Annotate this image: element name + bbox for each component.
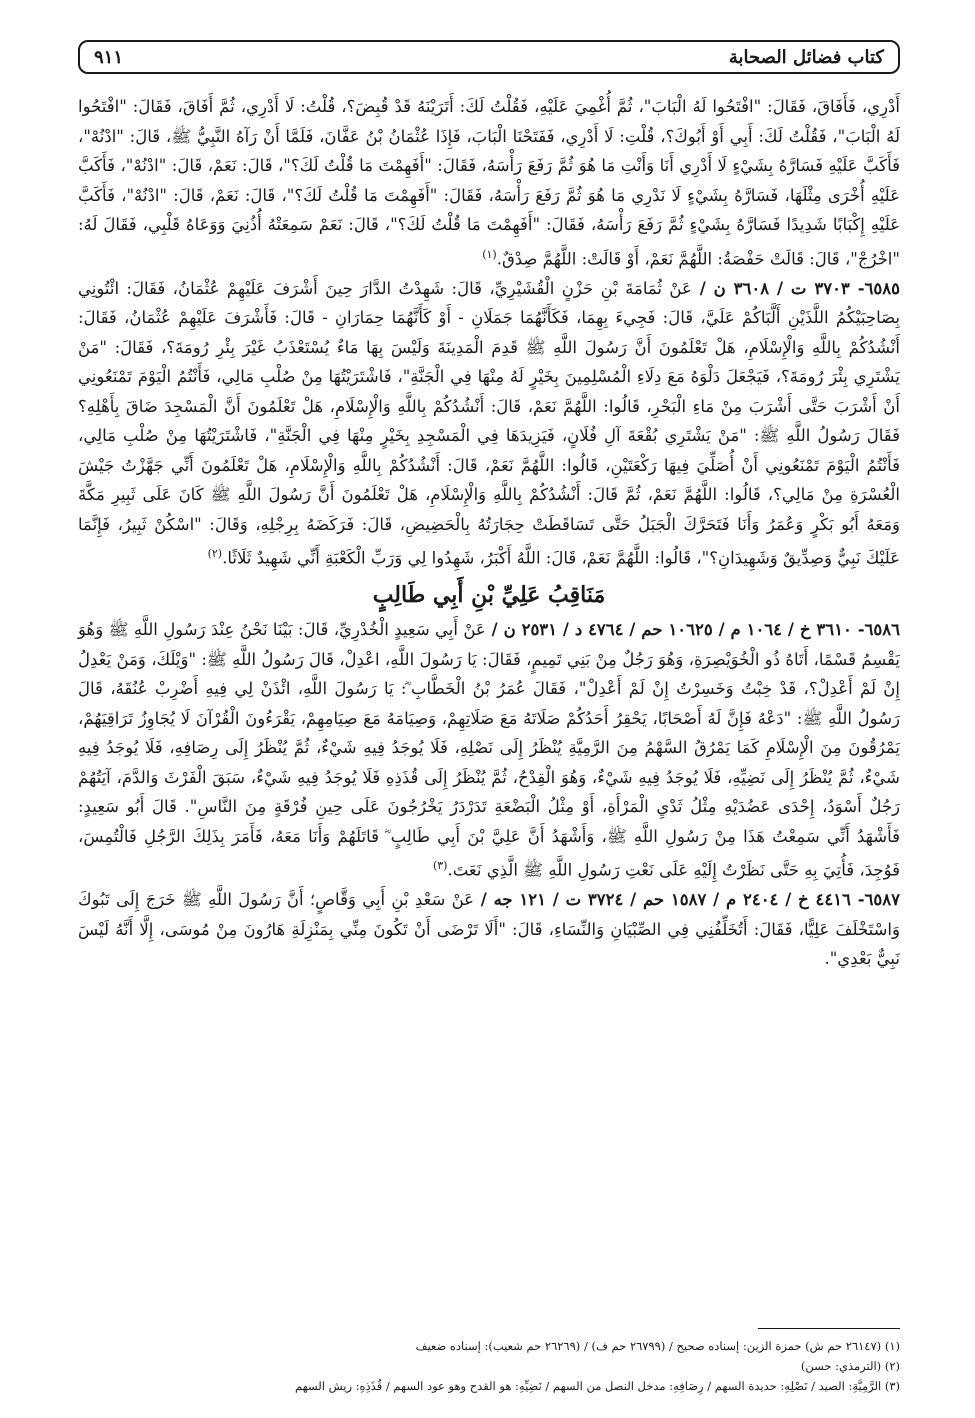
paragraph-text: عَنْ أَبِي سَعِيدٍ الْخُدْرِيِّ، قَالَ: بَيْنَا نَحْنُ عِنْدَ رَسُولِ اللَّهِ ﷺ وَهُوَ يَقْسِمُ قَسْمًا، أَتَاهُ ذُو الْخُوَيْصِرَةِ، وَهُوَ رَجُلٌ مِنْ بَنِي تَمِيمٍ، فَقَالَ: يَا رَسُولَ اللَّهِ، اعْدِلْ، قَالَ رَسُولُ اللَّهِ ﷺ: "وَيْلَكَ، وَمَنْ يَعْدِلُ إِنْ لَمْ أَعْدِلْ؟، قَدْ خِبْتُ وَخَسِرْتُ إِنْ لَمْ أَعْدِلْ"، فَقَالَ عُمَرُ بْنُ الْخَطَّابِ ؓ: يَا رَسُولَ اللَّهِ، ائْذَنْ لِي فِيهِ أَضْرِبْ عُنُقَهُ، قَالَ رَسُولُ اللَّهِ ﷺ: "دَعْهُ فَإِنَّ لَهُ أَصْحَابًا، يَحْقِرُ أَحَدُكُمْ صَلَاتَهُ مَعَ صَلَاتِهِمْ، وَصِيَامَهُ مَعَ صِيَامِهِمْ، يَقْرَءُونَ الْقُرْآنَ لَا يُجَاوِزُ تَرَاقِيَهُمْ، يَمْرُقُونَ مِنَ الْإِسْلَامِ كَمَا يَمْرُقُ السَّهْمُ مِنَ الرَّمِيَّةِ يُنْظَرُ إِلَى نَصْلِهِ، فَلَا يُوجَدُ فِيهِ شَيْءٌ، ثُمَّ يُنْظَرُ إِلَى رِصَافِهِ، فَلَا يُوجَدُ فِيهِ شَيْءٌ، ثُمَّ يُنْظَرُ إِلَى نَضِيِّهِ، فَلَا يُوجَدُ فِيهِ شَيْءٌ، وَهُوَ الْقِدْحُ، ثُمَّ يُنْظَرُ إِلَى قُذَذِهِ فَلَا يُوجَدُ فِيهِ شَيْءٌ، سَبَقَ الْفَرْثَ وَالدَّمَ، آيَتُهُمْ رَجُلٌ أَسْوَدُ، إِحْدَى عَضُدَيْهِ مِثْلُ ثَدْيِ الْمَرْأَةِ، أَوْ مِثْلُ الْبَضْعَةِ تَدَرْدَرُ يَخْرُجُونَ عَلَى حِينِ فُرْقَةٍ مِنَ النَّاسِ". قَالَ أَبُو سَعِيدٍ: فَأَشْهَدُ أَنِّي سَمِعْتُ هَذَا مِنْ رَسُولِ اللَّهِ ﷺ، وَأَشْهَدُ أَنَّ عَلِيَّ بْنَ أَبِي طَالِبٍ ؓ قَاتَلَهُمْ وَأَنَا مَعَهُ، فَأَمَرَ بِذَلِكَ الرَّجُلِ فَالْتُمِسَ، فَوُجِدَ، فَأُتِيَ بِهِ حَتَّى نَظَرْتُ إِلَيْهِ عَلَى نَعْتِ رَسُولِ اللَّهِ ﷺ الَّذِي نَعَتَ. [78,620,900,880]
hadith-number: ٦٥٨٦- ٣٦١٠ خ / ١٠٦٤ م / ١٠٦٢٥ حم / ٤٧٦٤ د / ٢٥٣١ ن / [485,620,900,639]
book-title: كتاب فضائل الصحابة [728,46,884,68]
footnote-ref: (٢) [207,547,223,560]
book-page [78,40,900,1393]
footnote-1: (١) (٢٦١٤٧ حم ش) حمزة الزين: إسناده صحيح / (٢٦٧٩٩ حم ف) / (٢٦٢٦٩ حم شعيب): إسناده ضعيف [415,1339,900,1353]
page-header [78,40,900,74]
section-title: مَنَاقِبُ عَلِيِّ بْنِ أَبِي طَالِبٍ [372,582,606,608]
paragraph-text: عَنْ سَعْدِ بْنِ أَبِي وَقَّاصٍ؛ أَنَّ رَسُولَ اللَّهِ ﷺ خَرَجَ إِلَى تَبُوكَ وَاسْتَخْلَفَ عَلِيًّا، فَقَالَ: أَتُخَلِّفُنِي فِي الصِّبْيَانِ وَالنِّسَاءِ، قَالَ: "أَلَا تَرْضَى أَنْ تَكُونَ مِنِّي بِمَنْزِلَةِ هَارُونَ مِنْ مُوسَى، إِلَّا أَنَّهُ لَيْسَ نَبِيٌّ بَعْدِي". [78,890,900,968]
hadith-6586 [78,615,900,885]
footnotes [78,1336,900,1396]
paragraph-text: عَنْ ثُمَامَةَ بْنِ حَزْنٍ الْقُشَيْرِيِّ، قَالَ: شَهِدْتُ الدَّارَ حِينَ أَشْرَفَ عَلَيْهِمْ عُثْمَانُ، فَقَالَ: ائْتُونِي بِصَاحِبَيْكُمُ اللَّذَيْنِ أَلَّبَاكُمْ عَلَيَّ، قَالَ: فَجِيءَ بِهِمَا، فَكَأَنَّهُمَا جَمَلَانِ - أَوْ كَأَنَّهُمَا حِمَارَانِ - قَالَ: فَأَشْرَفَ عَلَيْهِمْ عُثْمَانُ، فَقَالَ: أَنْشُدُكُمْ بِاللَّهِ وَالْإِسْلَامِ، هَلْ تَعْلَمُونَ أَنَّ رَسُولَ اللَّهِ ﷺ قَدِمَ الْمَدِينَةَ وَلَيْسَ بِهَا مَاءٌ يُسْتَعْذَبُ غَيْرَ بِئْرِ رُومَةَ؟، فَقَالَ: "مَنْ يَشْتَرِي بِئْرَ رُومَةَ؟، فَيَجْعَلَ دَلْوَهُ مَعَ دِلَاءِ الْمُسْلِمِينَ بِخَيْرٍ لَهُ مِنْهَا فِي الْجَنَّةِ"، فَاشْتَرَيْتُهَا مِنْ صُلْبِ مَالِي، فَأَنْتُمُ الْيَوْمَ تَمْنَعُونِي أَنْ أَشْرَبَ حَتَّى أَشْرَبَ مِنْ مَاءِ الْبَحْرِ، قَالُوا: اللَّهُمَّ نَعَمْ، قَالَ: أَنْشُدُكُمْ بِاللَّهِ وَالْإِسْلَامِ، هَلْ تَعْلَمُونَ أَنَّ الْمَسْجِدَ ضَاقَ بِأَهْلِهِ؟ فَقَالَ رَسُولُ اللَّهِ ﷺ: "مَنْ يَشْتَرِي بُقْعَةَ آلِ فُلَانٍ، فَيَزِيدَهَا فِي الْمَسْجِدِ بِخَيْرٍ مِنْهَا فِي الْجَنَّةِ"، فَاشْتَرَيْتُهَا مِنْ صُلْبِ مَالِي، فَأَنْتُمُ الْيَوْمَ تَمْنَعُونِي أَنْ أُصَلِّيَ فِيهَا رَكْعَتَيْنِ، قَالُوا: اللَّهُمَّ نَعَمْ، قَالَ: أَنْشُدُكُمْ بِاللَّهِ وَالْإِسْلَامِ، هَلْ تَعْلَمُونَ أَنِّي جَهَّزْتُ جَيْشَ الْعُسْرَةِ مِنْ مَالِي؟، قَالُوا: اللَّهُمَّ نَعَمْ، ثُمَّ قَالَ: أَنْشُدُكُمْ بِاللَّهِ وَالْإِسْلَامِ، هَلْ تَعْلَمُونَ أَنَّ رَسُولَ اللَّهِ ﷺ كَانَ عَلَى ثَبِيرِ مَكَّةَ وَمَعَهُ أَبُو بَكْرٍ وَعُمَرُ وَأَنَا فَتَحَرَّكَ الْجَبَلُ حَتَّى تَسَاقَطَتْ حِجَارَتُهُ بِالْحَضِيضِ، قَالَ: فَرَكَضَهُ بِرِجْلِهِ، وَقَالَ: "اسْكُنْ ثَبِيرُ، فَإِنَّمَا عَلَيْكَ نَبِيٌّ وَصِدِّيقٌ وَشَهِيدَانِ؟"، قَالُوا: اللَّهُمَّ نَعَمْ، قَالَ: اللَّهُ أَكْبَرُ، شَهِدُوا لِي وَرَبِّ الْكَعْبَةِ أَنِّي شَهِيدٌ ثَلَاثًا. [78,278,900,568]
paragraph-text: أَدْرِي، فَأَفَاقَ، فَقَالَ: "افْتَحُوا لَهُ الْبَابَ"، ثُمَّ أُغْمِيَ عَلَيْهِ، فَقُلْتُ لَكَ: أَتَرَيْنَهُ قَدْ قُبِضَ؟، قُلْتُ: لَا أَدْرِي، ثُمَّ أَفَاقَ، فَقَالَ: "افْتَحُوا لَهُ الْبَابَ"، فَقُلْتُ لَكَ: أَبِي أَوْ أَبُوكَ؟، قُلْتِ: لَا أَدْرِي، فَفَتَحْنَا الْبَابَ، فَإِذَا عُثْمَانُ بْنُ عَفَّانَ، فَلَمَّا أَنْ رَآهُ النَّبِيُّ ﷺ، قَالَ: "ادْنُهْ"، فَأَكَبَّ عَلَيْهِ فَسَارَّهُ بِشَيْءٍ لَا أَدْرِي أَنَا وَأَنْتِ مَا هُوَ ثُمَّ رَفَعَ رَأْسَهُ، فَقَالَ: "أَفَهِمْتَ مَا قُلْتُ لَكَ؟"، قَالَ: نَعَمْ، قَالَ: "ادْنُهْ"، فَأَكَبَّ عَلَيْهِ أُخْرَى مِثْلَهَا، فَسَارَّهُ بِشَيْءٍ لَا نَدْرِي مَا هُوَ ثُمَّ رَفَعَ رَأْسَهُ، فَقَالَ: "أَفَهِمْتَ مَا قُلْتُ لَكَ؟"، قَالَ: نَعَمْ، قَالَ: "ادْنُهْ"، فَأَكَبَّ عَلَيْهِ إِكْبَابًا شَدِيدًا فَسَارَّهُ بِشَيْءٍ ثُمَّ رَفَعَ رَأْسَهُ، فَقَالَ: "أَفَهِمْتَ مَا قُلْتُ لَكَ؟"، قَالَ: نَعَمْ سَمِعَتْهُ أُذُنِيَ وَوَعَاهُ قَلْبِي، فَقَالَ لَهُ: "اخْرُجْ"، قَالَ: قَالَتْ حَفْصَةُ: اللَّهُمَّ نَعَمْ، أَوْ قَالَتْ: اللَّهُمَّ صِدْقٌ. [78,97,900,268]
footnote-ref: (٣) [432,859,448,872]
page-number: ٩١١ [94,46,124,68]
hadith-6587 [78,885,900,974]
hadith-6585 [78,274,900,574]
footnote-divider [758,1328,900,1329]
footnote-2: (٢) (الترمذي: حسن) [800,1359,900,1373]
footnote-3: (٣) الرَّمِيَّةِ: الصيد / نَصْلِهِ: حديدة السهم / رِصَافِهِ: مدخل النصل من السهم / نَضِيِّهِ: هو القدح وهو عود السهم / قُذَذِهِ: ريش السهم [295,1379,900,1393]
paragraph-continuation [78,92,900,274]
hadith-number: ٦٥٨٥- ٣٧٠٣ ت / ٣٦٠٨ ن / [691,278,900,298]
footnote-ref: (١) [482,247,497,261]
hadith-number: ٦٥٨٧- ٤٤١٦ خ / ٢٤٠٤ م / ١٥٨٧ حم / ٣٧٢٤ ت / ١٢١ جه / [473,890,900,909]
main-text [78,92,900,974]
